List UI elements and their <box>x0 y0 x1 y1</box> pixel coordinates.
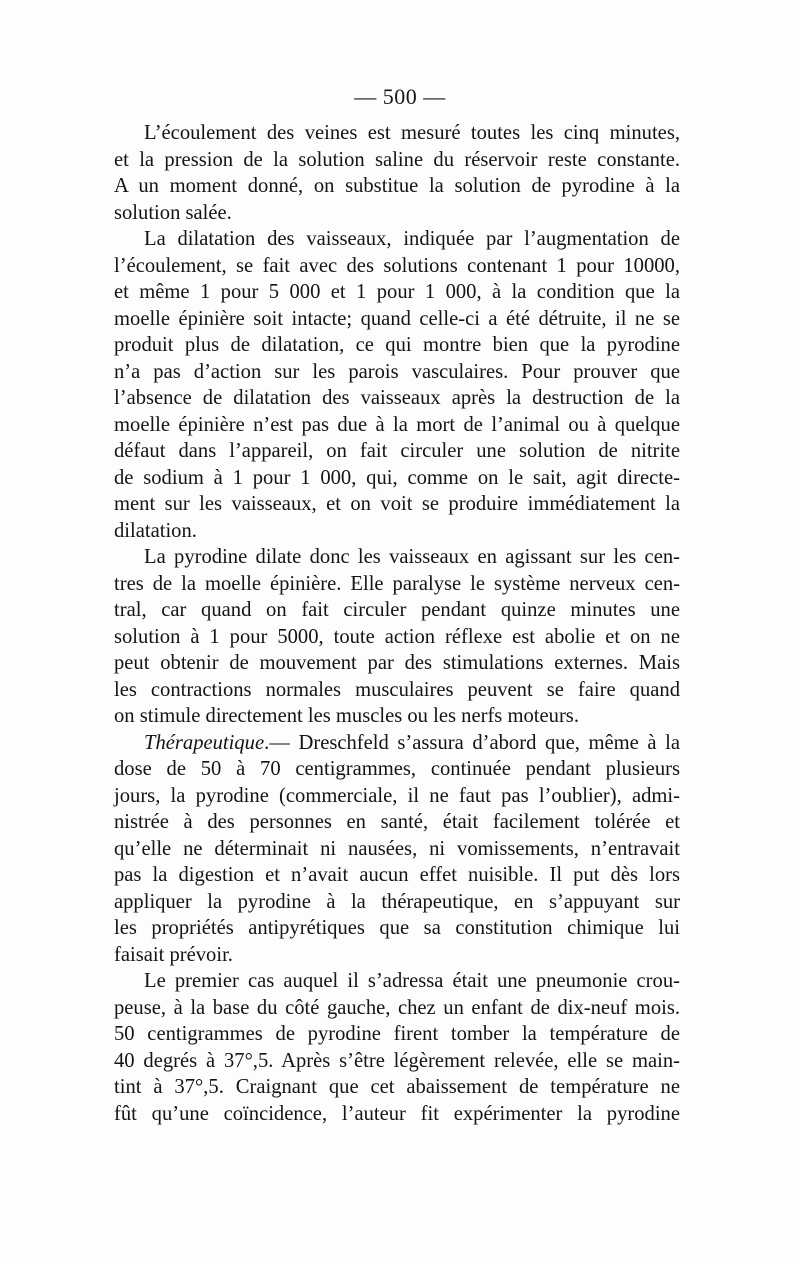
text-line <box>114 226 680 253</box>
line-text: produit plus de dilatation, ce qui montre bien que la pyrodine <box>114 334 680 356</box>
text-line <box>114 1101 680 1128</box>
page-number: — 500 — <box>354 84 446 109</box>
text-line <box>114 306 680 333</box>
text-line <box>114 491 680 518</box>
line-text: nistrée à des personnes en santé, était facilement tolérée et <box>114 811 680 833</box>
text-line <box>114 518 680 545</box>
line-text: pas la digestion et n’avait aucun effet nuisible. Il put dès lors <box>114 864 680 886</box>
text-line <box>114 571 680 598</box>
line-text: qu’elle ne déterminait ni nausées, ni vomissements, n’entravait <box>114 837 680 860</box>
line-text: A un moment donné, on substitue la solution de pyrodine à la <box>114 175 680 197</box>
line-text: tint à 37°,5. Craignant que cet abaissement de température ne <box>114 1076 680 1098</box>
line-text: on stimule directement les muscles ou les nerfs moteurs. <box>114 705 579 727</box>
line-text: fût qu’une coïncidence, l’auteur fit expérimenter la pyrodine <box>114 1102 680 1125</box>
line-text: moelle épinière n’est pas due à la mort de l’animal ou à quelque <box>114 413 680 436</box>
line-text: Le premier cas auquel il s’adressa était une pneumonie crou- <box>144 970 680 992</box>
line-text: solution salée. <box>114 201 232 224</box>
line-text: peut obtenir de mouvement par des stimulations externes. Mais <box>114 652 680 674</box>
text-line <box>114 438 680 465</box>
paragraph <box>114 120 680 226</box>
text-line <box>114 465 680 492</box>
text-line <box>114 995 680 1022</box>
text-line <box>114 544 680 571</box>
line-text: les propriétés antipyrétiques que sa constitution chimique lui <box>114 917 680 939</box>
line-text: et même 1 pour 5 000 et 1 pour 1 000, à la condition que la <box>114 281 680 303</box>
section-heading-italic: Thérapeutique <box>144 731 265 754</box>
text-line <box>114 836 680 863</box>
text-line <box>114 915 680 942</box>
line-text: défaut dans l’appareil, on fait circuler une solution de nitrite <box>114 440 680 462</box>
text-line <box>114 942 680 969</box>
line-text: l’absence de dilatation des vaisseaux après la destruction de la <box>114 387 680 409</box>
text-line <box>114 889 680 916</box>
line-text: les contractions normales musculaires peuvent se faire quand <box>114 678 680 701</box>
line-text: appliquer la pyrodine à la thérapeutique, en s’appuyant sur <box>114 890 680 913</box>
line-text: solution à 1 pour 5000, toute action réflexe est abolie et on ne <box>114 625 680 648</box>
text-line <box>114 120 680 147</box>
paragraph <box>114 226 680 544</box>
text-line <box>114 1021 680 1048</box>
line-text: peuse, à la base du côté gauche, chez un enfant de dix-neuf mois. <box>114 996 680 1019</box>
line-text: n’a pas d’action sur les parois vasculaires. Pour prouver que <box>114 360 680 383</box>
text-line <box>114 783 680 810</box>
text-line <box>114 650 680 677</box>
text-line <box>114 385 680 412</box>
text-line <box>114 359 680 386</box>
line-text: tres de la moelle épinière. Elle paralyse le système nerveux cen- <box>114 572 680 595</box>
text-line <box>114 173 680 200</box>
text-line <box>114 703 680 730</box>
line-text: faisait prévoir. <box>114 943 233 966</box>
text-line <box>114 147 680 174</box>
text-line <box>114 756 680 783</box>
text-line <box>114 1074 680 1101</box>
paragraph <box>114 730 680 969</box>
line-text: 50 centigrammes de pyrodine firent tomber la température de <box>114 1023 680 1045</box>
page-body-text <box>114 120 680 1127</box>
line-text: l’écoulement, se fait avec des solutions contenant 1 pour 10000, <box>114 254 680 277</box>
line-text: de sodium à 1 pour 1 000, qui, comme on le sait, agit directe- <box>114 466 680 489</box>
text-line <box>114 968 680 995</box>
line-text: .— Dreschfeld s’assura d’abord que, même à la <box>264 731 680 754</box>
text-line <box>114 677 680 704</box>
line-text: La pyrodine dilate donc les vaisseaux en agissant sur les cen- <box>144 546 680 568</box>
line-text: moelle épinière soit intacte; quand celle-ci a été détruite, il ne se <box>114 307 680 330</box>
line-text: jours, la pyrodine (commerciale, il ne faut pas l’oublier), admi- <box>114 784 680 807</box>
text-line <box>114 862 680 889</box>
text-line <box>114 200 680 227</box>
line-text: L’écoulement des veines est mesuré toutes les cinq minutes, <box>144 122 680 144</box>
paragraph <box>114 544 680 730</box>
text-line <box>114 809 680 836</box>
line-text: ment sur les vaisseaux, et on voit se produire immédiatement la <box>114 493 680 515</box>
paragraph <box>114 968 680 1127</box>
text-line <box>114 279 680 306</box>
text-line <box>114 412 680 439</box>
text-line <box>114 253 680 280</box>
line-text: et la pression de la solution saline du réservoir reste constante. <box>114 148 680 171</box>
line-text: tral, car quand on fait circuler pendant quinze minutes une <box>114 599 680 621</box>
text-line <box>114 597 680 624</box>
line-text: La dilatation des vaisseaux, indiquée par l’augmentation de <box>144 228 680 250</box>
line-text: 40 degrés à 37°,5. Après s’être légèrement relevée, elle se main- <box>114 1049 680 1072</box>
text-line <box>114 332 680 359</box>
line-text: dilatation. <box>114 519 197 542</box>
text-line <box>114 730 680 757</box>
text-line <box>114 1048 680 1075</box>
line-text: dose de 50 à 70 centigrammes, continuée pendant plusieurs <box>114 758 680 780</box>
text-line <box>114 624 680 651</box>
